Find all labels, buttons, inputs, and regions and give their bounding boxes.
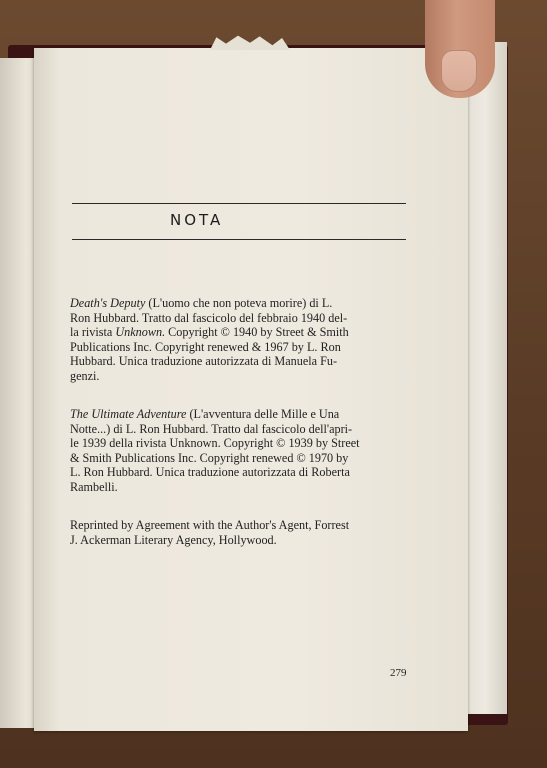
text-line: & Smith Publications Inc. Copyright renewed © 1970 by xyxy=(70,450,349,465)
thumbnail xyxy=(441,50,477,92)
heading-bottom-rule xyxy=(72,239,406,240)
text-line: Notte...) di L. Ron Hubbard. Tratto dal fascicolo dell'apri- xyxy=(70,421,353,436)
page-heading: NOTA xyxy=(170,211,224,229)
text-line: le 1939 della rivista Unknown. Copyright © 1939 by Street xyxy=(70,436,360,450)
text-line: J. Ackerman Literary Agency, Hollywood. xyxy=(70,532,277,547)
text-line: Rambelli. xyxy=(70,479,118,494)
text-line: Hubbard. Unica traduzione autorizzata di Manuela Fu- xyxy=(70,354,338,368)
text-line: Publications Inc. Copyright renewed & 1967 by L. Ron xyxy=(70,339,341,354)
text-line: The Ultimate Adventure (L'avventura delle Mille e Una xyxy=(70,407,340,421)
text-line: L. Ron Hubbard. Unica traduzione autorizzata di Roberta xyxy=(70,465,350,479)
text-line: genzi. xyxy=(70,368,100,383)
note-paragraph-3 xyxy=(70,518,415,547)
text-line: Ron Hubbard. Tratto dal fascicolo del febbraio 1940 del- xyxy=(70,310,348,325)
page-number: 279 xyxy=(390,667,407,679)
heading-top-rule xyxy=(72,203,406,204)
note-paragraph-2 xyxy=(70,407,415,494)
text-line: la rivista Unknown. Copyright © 1940 by Street & Smith xyxy=(70,325,349,339)
text-line: Death's Deputy (L'uomo che non poteva morire) di L. xyxy=(70,296,333,310)
text-line: Reprinted by Agreement with the Author's Agent, Forrest xyxy=(70,518,350,532)
note-paragraph-1 xyxy=(70,296,415,383)
book-page xyxy=(34,48,468,731)
